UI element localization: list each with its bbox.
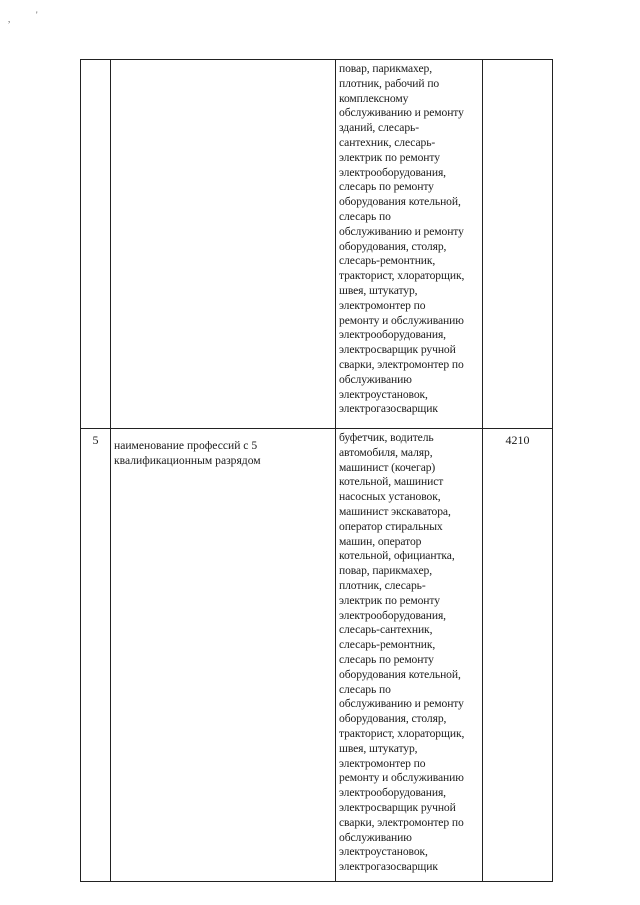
profession-line: сварки, электромонтер по [339,357,464,371]
profession-line: слесарь-ремонтник, [339,638,436,652]
profession-line: электрооборудования, [339,786,446,800]
profession-line: оборудования, столяр, [339,712,447,726]
profession-line: ремонту и обслуживанию [339,313,464,327]
profession-line: швея, штукатур, [339,283,418,297]
profession-line: электрооборудования, [339,328,446,342]
profession-line: котельной, официантка, [339,549,455,563]
profession-line: оборудования котельной, [339,195,461,209]
row-description: наименование профессий с 5 квалификационным разрядом [111,429,336,882]
profession-line: оборудования, столяр, [339,239,447,253]
profession-line: обслуживанию [339,372,412,386]
profession-line: буфетчик, водитель [339,431,434,444]
profession-line: оператор стиральных [339,519,443,533]
row-number [81,60,111,429]
profession-list [336,60,483,429]
profession-line: электромонтер по [339,298,426,312]
profession-line: автомобиля, маляр, [339,445,433,459]
profession-line: тракторист, хлораторщик, [339,726,465,740]
profession-line: плотник, слесарь- [339,578,426,592]
wage-table [80,59,553,882]
profession-line: насосных установок, [339,490,441,504]
profession-line: сварки, электромонтер по [339,815,464,829]
profession-line: оборудования котельной, [339,667,461,681]
profession-line: ремонту и обслуживанию [339,771,464,785]
profession-line: плотник, рабочий по [339,76,440,90]
profession-line: комплексному [339,91,409,105]
profession-line: повар, парикмахер, [339,62,432,75]
profession-line: электросварщик ручной [339,343,456,357]
profession-line: обслуживанию и ремонту [339,106,464,120]
profession-line: слесарь-сантехник, [339,623,433,637]
profession-line: электромонтер по [339,756,426,770]
profession-line: электрогазосварщик [339,402,438,416]
profession-line: слесарь по [339,682,391,696]
profession-line: электрик по ремонту [339,593,440,607]
profession-list [336,429,483,882]
table-row [81,60,553,429]
profession-line: электрооборудования, [339,165,446,179]
profession-line: слесарь по ремонту [339,652,434,666]
profession-line: электросварщик ручной [339,800,456,814]
profession-line: слесарь по [339,209,391,223]
profession-line: слесарь по ремонту [339,180,434,194]
scan-speck: , [8,14,11,24]
profession-line: сантехник, слесарь- [339,135,436,149]
table-row [81,429,553,882]
profession-line: зданий, слесарь- [339,121,419,135]
profession-line: машинист экскаватора, [339,504,451,518]
profession-line: обслуживанию [339,830,412,844]
profession-line: машинист (кочегар) [339,460,436,474]
profession-line: слесарь-ремонтник, [339,254,436,268]
wage-value [483,60,553,429]
profession-line: электроустановок, [339,845,428,859]
profession-line: котельной, машинист [339,475,444,489]
profession-line: электрооборудования, [339,608,446,622]
profession-line: машин, оператор [339,534,422,548]
row-number: 5 [81,429,111,882]
scan-speck: ' [36,10,38,20]
profession-line: электроустановок, [339,387,428,401]
profession-line: обслуживанию и ремонту [339,697,464,711]
profession-line: тракторист, хлораторщик, [339,269,465,283]
wage-value: 4210 [483,429,553,882]
profession-line: электрогазосварщик [339,860,438,874]
row-description [111,60,336,429]
profession-line: электрик по ремонту [339,150,440,164]
profession-line: обслуживанию и ремонту [339,224,464,238]
profession-line: повар, парикмахер, [339,564,432,578]
profession-line: швея, штукатур, [339,741,418,755]
